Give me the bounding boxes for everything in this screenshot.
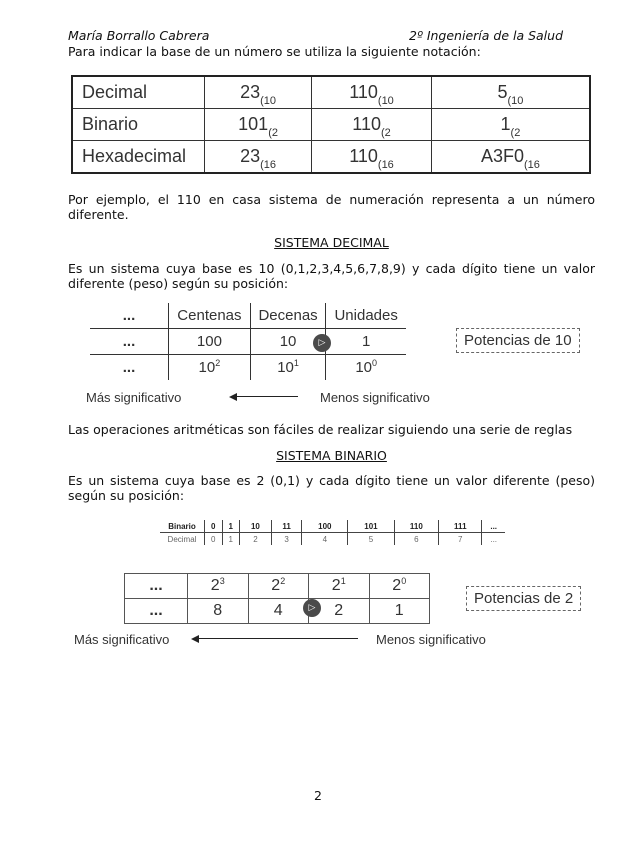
table-cell: Binario <box>160 520 205 533</box>
example-text: Por ejemplo, el 110 en casa sistema de numeración representa a un número diferente. <box>68 192 595 222</box>
page-number: 2 <box>314 788 322 803</box>
power-cell: $2^3$ <box>188 574 249 599</box>
table-cell: 1 <box>369 599 430 624</box>
table-cell: ... <box>482 533 505 546</box>
operations-text: Las operaciones aritméticas son fáciles de realizar siguiendo una serie de reglas <box>68 422 573 437</box>
table-cell: 11 <box>271 520 301 533</box>
table-cell: 2 <box>240 533 272 546</box>
table-row <box>72 109 590 141</box>
table-cell: 0 <box>205 533 223 546</box>
most-significant-label: Más significativo <box>86 390 182 405</box>
table-cell: ... <box>90 329 169 355</box>
binary-title: SISTEMA BINARIO <box>276 448 387 463</box>
table-cell: 110 <box>394 520 439 533</box>
table-cell: ... <box>125 599 188 624</box>
table-cell: 10 <box>250 329 326 355</box>
table-cell: $A3F0_{(16}$ <box>431 141 590 174</box>
power-cell: $2^0$ <box>369 574 430 599</box>
header-course: 2º Ingeniería de la Salud <box>409 28 564 43</box>
powers-of-10-box: Potencias de 10 <box>456 328 580 353</box>
play-icon[interactable]: ▷ <box>313 334 331 352</box>
decimal-description: Es un sistema cuya base es 10 (0,1,2,3,4,5,6,7,8,9) y cada dígito tiene un valor diferente (peso) según su posición: <box>68 261 595 291</box>
table-cell: 1 <box>326 329 406 355</box>
table-cell: 7 <box>439 533 482 546</box>
table-row <box>72 141 590 174</box>
table-cell: Unidades <box>326 303 406 329</box>
notation-table <box>71 75 591 174</box>
decimal-weights-table <box>90 303 406 380</box>
table-cell: Decimal <box>167 534 197 544</box>
table-cell: ... <box>90 303 169 329</box>
table-cell: Decenas <box>250 303 326 329</box>
power-cell: $10^2$ <box>169 355 251 381</box>
table-cell: $101_{(2}$ <box>205 109 312 141</box>
arrow-left-icon <box>191 635 199 643</box>
table-cell: 6 <box>394 533 439 546</box>
intro-text: Para indicar la base de un número se utiliza la siguiente notación: <box>68 44 481 59</box>
decimal-title: SISTEMA DECIMAL <box>274 235 389 250</box>
table-cell: 3 <box>271 533 301 546</box>
table-cell: $23_{(10}$ <box>205 76 312 109</box>
table-cell: 8 <box>188 599 249 624</box>
binary-description: Es un sistema cuya base es 2 (0,1) y cada dígito tiene un valor diferente (peso) según su posición: <box>68 473 595 503</box>
power-cell: $10^0$ <box>326 355 406 381</box>
arrow-line <box>236 396 298 397</box>
binary-weights-table <box>124 573 430 624</box>
row-label: Hexadecimal <box>72 141 205 174</box>
power-cell: $10^1$ <box>250 355 326 381</box>
most-significant-label: Más significativo <box>74 632 170 647</box>
table-cell: $23_{(16}$ <box>205 141 312 174</box>
table-cell: 100 <box>302 520 348 533</box>
table-cell: $1_{(2}$ <box>431 109 590 141</box>
row-label: Binario <box>72 109 205 141</box>
table-cell: $5_{(10}$ <box>431 76 590 109</box>
power-cell: $2^2$ <box>248 574 309 599</box>
table-cell: $110_{(16}$ <box>312 141 432 174</box>
play-icon[interactable]: ▷ <box>303 599 321 617</box>
table-cell: 10 <box>240 520 272 533</box>
table-cell: 4 <box>302 533 348 546</box>
arrow-left-icon <box>229 393 237 401</box>
table-cell: ... <box>125 574 188 599</box>
least-significant-label: Menos significativo <box>376 632 486 647</box>
binary-decimal-table <box>160 520 505 545</box>
table-cell: 5 <box>348 533 394 546</box>
least-significant-label: Menos significativo <box>320 390 430 405</box>
table-cell: ... <box>482 520 505 533</box>
table-row <box>72 76 590 109</box>
table-cell: 2 <box>309 599 370 624</box>
header-author: María Borrallo Cabrera <box>68 28 210 43</box>
table-cell: ... <box>122 359 136 376</box>
table-cell: 101 <box>348 520 394 533</box>
table-cell: Centenas <box>169 303 251 329</box>
table-cell: 1 <box>222 533 240 546</box>
table-cell: 1 <box>222 520 240 533</box>
table-cell: $110_{(10}$ <box>312 76 432 109</box>
table-cell: 111 <box>439 520 482 533</box>
arrow-line <box>198 638 358 639</box>
table-cell: 4 <box>248 599 309 624</box>
table-cell: $110_{(2}$ <box>312 109 432 141</box>
power-cell: $2^1$ <box>309 574 370 599</box>
powers-of-2-box: Potencias de 2 <box>466 586 581 611</box>
table-cell: 0 <box>205 520 223 533</box>
row-label: Decimal <box>72 76 205 109</box>
table-cell: 100 <box>169 329 251 355</box>
